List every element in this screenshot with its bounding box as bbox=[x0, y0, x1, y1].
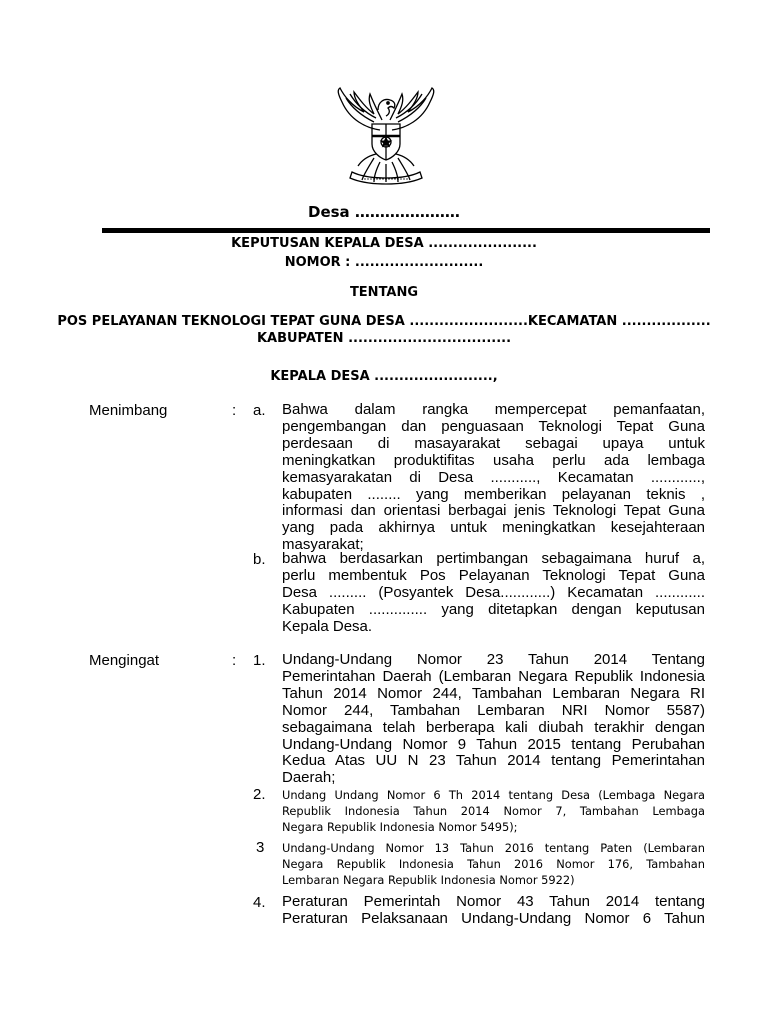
text-line: Tahun 2014 Nomor 244, Tambahan Lembaran Negara RI bbox=[282, 684, 705, 702]
mengingat-colon: : bbox=[232, 652, 237, 669]
text-line: kabupaten ........ yang memberikan pelayanan teknis , bbox=[282, 485, 705, 503]
text-line: Kabupaten .............. yang ditetapkan dengan keputusan bbox=[282, 600, 705, 618]
decree-title: KEPUTUSAN KEPALA DESA ...................... bbox=[231, 236, 537, 251]
text-line: Negara Republik Indonesia Tahun 2016 Nomor 176, Tambahan bbox=[282, 857, 705, 871]
text-line: informasi dan orientasi berbagai jenis Teknologi Tepat Guna bbox=[282, 502, 705, 520]
text-line: yang pada akhirnya untuk meningkatkan kesejahteraan bbox=[282, 519, 705, 537]
text-line: kemasyarakatan di Desa ..........., Kecamatan ............, bbox=[282, 468, 705, 486]
desa-heading: Desa ………………… bbox=[308, 203, 460, 221]
text-line: Bahwa dalam rangka mempercepat pemanfaatan, bbox=[282, 401, 705, 418]
mengingat-item-4 bbox=[282, 894, 705, 928]
menimbang-item-a bbox=[282, 402, 705, 554]
text-line: masyarakat; bbox=[282, 536, 364, 554]
text-line: bahwa berdasarkan pertimbangan sebagaimana huruf a, bbox=[282, 550, 705, 567]
text-line: Undang-Undang Nomor 23 Tahun 2014 Tentang bbox=[282, 651, 705, 668]
text-line: Peraturan Pemerintah Nomor 43 Tahun 2014 tentang bbox=[282, 893, 705, 910]
menimbang-marker-b: b. bbox=[253, 551, 266, 568]
text-line: perdesaan di masayarakat sebagai upaya untuk bbox=[282, 434, 705, 452]
text-line: Nomor 244, Tambahan Lembaran NRI Nomor 5587) bbox=[282, 701, 705, 719]
mengingat-label: Mengingat bbox=[89, 652, 160, 669]
text-line: Undang-Undang Nomor 13 Tahun 2016 tentang Paten (Lembaran bbox=[282, 841, 705, 855]
header-divider bbox=[102, 228, 710, 233]
text-line: Kedua Atas UU N 23 Tahun 2014 tentang Pemerintahan bbox=[282, 752, 705, 770]
text-line: perlu membentuk Pos Pelayanan Teknologi Tepat Guna bbox=[282, 566, 705, 584]
tentang-heading: TENTANG bbox=[349, 285, 419, 300]
mengingat-item-3 bbox=[282, 840, 705, 888]
subject-line-1: POS PELAYANAN TEKNOLOGI TEPAT GUNA DESA ........................KECAMATAN .................. bbox=[57, 314, 711, 329]
mengingat-item-2 bbox=[282, 787, 705, 835]
menimbang-colon: : bbox=[232, 402, 237, 419]
text-line: meningkatkan produktifitas usaha perlu ada lembaga bbox=[282, 451, 705, 469]
mengingat-marker-1: 1. bbox=[253, 652, 266, 669]
text-line: Peraturan Pelaksanaan Undang-Undang Nomor 6 Tahun bbox=[282, 909, 705, 927]
text-line: Negara Republik Indonesia Nomor 5495); bbox=[282, 820, 518, 834]
kepala-desa-heading: KEPALA DESA ........................, bbox=[270, 369, 498, 384]
text-line: Lembaran Negara Republik Indonesia Nomor 5922) bbox=[282, 873, 575, 887]
text-line: Daerah; bbox=[282, 769, 336, 787]
mengingat-item-1 bbox=[282, 652, 705, 787]
text-line: Pemerintahan Daerah (Lembaran Negara Republik Indonesia bbox=[282, 667, 705, 685]
menimbang-item-b bbox=[282, 551, 705, 636]
text-line: sebagaimana telah berberapa kali diubah terakhir dengan bbox=[282, 718, 705, 736]
text-line: Undang-Undang Nomor 9 Tahun 2015 tentang Perubahan bbox=[282, 735, 705, 753]
text-line: Undang Undang Nomor 6 Th 2014 tentang Desa (Lembaga Negara bbox=[282, 788, 705, 802]
text-line: Republik Indonesia Tahun 2014 Nomor 7, Tambahan Lembaga bbox=[282, 804, 705, 818]
mengingat-marker-4: 4. bbox=[253, 894, 266, 911]
text-line: Kepala Desa. bbox=[282, 617, 373, 635]
text-line: pengembangan dan penguasaan Teknologi Tepat Guna bbox=[282, 417, 705, 435]
menimbang-label: Menimbang bbox=[89, 402, 168, 419]
subject-line-2: KABUPATEN ................................. bbox=[256, 331, 512, 346]
menimbang-marker-a: a. bbox=[253, 402, 266, 419]
mengingat-marker-2: 2. bbox=[253, 786, 266, 803]
text-line: Desa ......... (Posyantek Desa............) Kecamatan ............ bbox=[282, 583, 705, 601]
decree-number: NOMOR : .......................... bbox=[284, 255, 484, 270]
garuda-emblem-icon bbox=[328, 84, 444, 194]
mengingat-marker-3: 3 bbox=[256, 839, 265, 856]
